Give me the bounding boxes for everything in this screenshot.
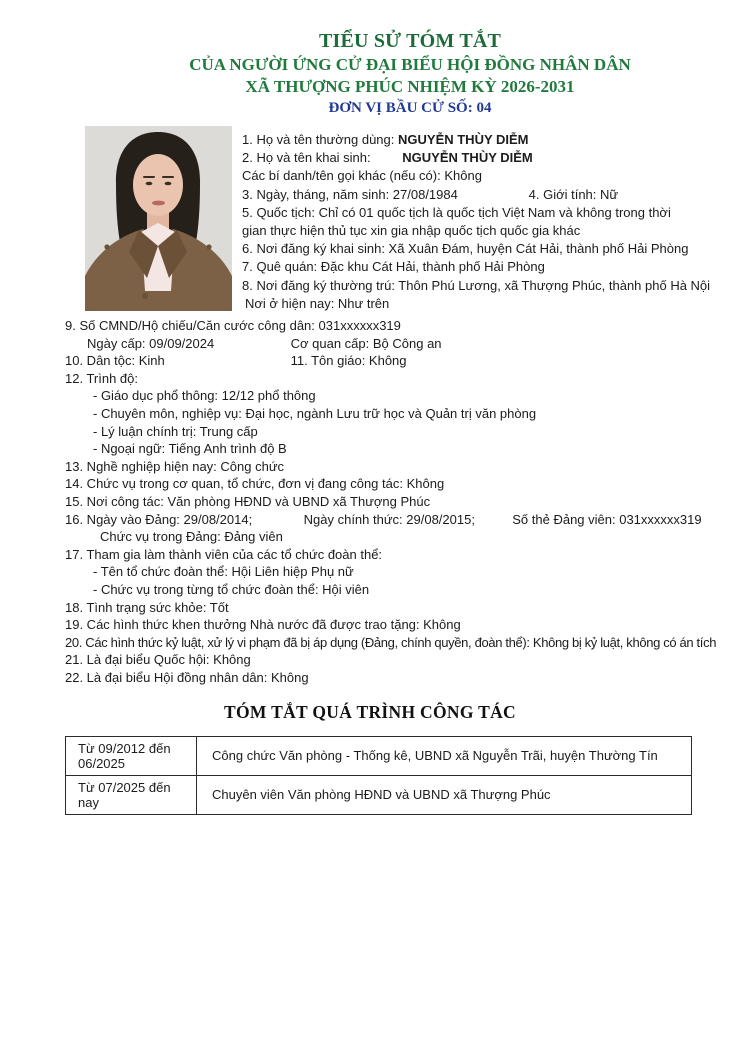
portrait-photo-illustration xyxy=(85,126,232,311)
field-party-official-date: Ngày chính thức: 29/08/2015; xyxy=(303,511,475,527)
field-ethnicity-religion xyxy=(65,352,692,370)
field-id-number: 9. Số CMND/Hộ chiếu/Căn cước công dân: 031xxxxxx319 xyxy=(65,318,401,334)
field-organization-name: - Tên tổ chức đoàn thể: Hội Liên hiệp Phụ nữ xyxy=(93,564,354,580)
field-organization-role: - Chức vụ trong từng tổ chức đoàn thể: Hội viên xyxy=(93,581,370,597)
field-national-assembly: 21. Là đại biểu Quốc hội: Không xyxy=(65,652,251,668)
field-party-membership xyxy=(65,511,702,529)
field-birth-name-value: NGUYỄN THÙY DIỄM xyxy=(402,150,533,166)
personal-info-right-column xyxy=(242,126,711,313)
document-title: TIỂU SỬ TÓM TẮT xyxy=(318,30,502,52)
work-history-row xyxy=(66,775,692,814)
field-disciplinary: 20. Các hình thức kỷ luật, xử lý vi phạm đã bị áp dụng (Đảng, chính quyền, đoàn thể): Không bị kỷ luật, không có án tích xyxy=(65,634,717,650)
field-current-residence: Nơi ở hiện nay: Như trên xyxy=(245,295,390,311)
field-id-issue xyxy=(65,335,692,353)
field-nationality: 5. Quốc tịch: Chỉ có 01 quốc tịch là quốc tịch Việt Nam và không trong thời gian thực hiện thủ tục xin gia nhập quốc tịch quốc gia khác xyxy=(242,204,671,239)
field-education-professional: - Chuyên môn, nghiệp vụ: Đại học, ngành Lưu trữ học và Quản trị văn phòng xyxy=(93,406,537,421)
field-religion: 11. Tôn giáo: Không xyxy=(290,353,407,369)
document-subtitle-line1: CỦA NGƯỜI ỨNG CỬ ĐẠI BIỂU HỘI ĐỒNG NHÂN DÂN xyxy=(189,55,631,74)
field-education-header: 12. Trình độ: xyxy=(65,370,138,386)
field-organizations-header: 17. Tham gia làm thành viên của các tổ chức đoàn thể: xyxy=(65,546,383,562)
work-history-table xyxy=(65,736,692,815)
field-party-position: Chức vụ trong Đảng: Đảng viên xyxy=(100,529,283,545)
field-ethnicity: 10. Dân tộc: Kinh xyxy=(65,353,165,369)
field-occupation: 13. Nghề nghiệp hiện nay: Công chức xyxy=(65,458,285,474)
field-id-issue-date: Ngày cấp: 09/09/2024 xyxy=(87,335,215,351)
field-aliases: Các bí danh/tên gọi khác (nếu có): Không xyxy=(242,168,482,184)
field-common-name-value: NGUYỄN THÙY DIỄM xyxy=(398,132,529,147)
field-common-name-label: 1. Họ và tên thường dùng: xyxy=(242,132,395,147)
candidate-photo xyxy=(85,126,232,311)
field-birth-registration: 6. Nơi đăng ký khai sinh: Xã Xuân Đám, huyện Cát Hải, thành phố Hải Phòng xyxy=(242,241,689,257)
field-birthdate-gender xyxy=(242,186,695,204)
field-party-join-date: 16. Ngày vào Đảng: 29/08/2014; xyxy=(65,511,253,527)
field-gender: 4. Giới tính: Nữ xyxy=(528,186,619,202)
field-birth-name-label: 2. Họ và tên khai sinh: xyxy=(242,150,371,166)
field-peoples-council: 22. Là đại biểu Hội đồng nhân dân: Không xyxy=(65,669,309,685)
field-hometown: 7. Quê quán: Đặc khu Cát Hải, thành phố Hải Phòng xyxy=(242,259,545,275)
election-unit-line: ĐƠN VỊ BẦU CỬ SỐ: 04 xyxy=(328,100,492,116)
field-awards: 19. Các hình thức khen thưởng Nhà nước đã được trao tặng: Không xyxy=(65,617,461,633)
field-party-card-number: Số thẻ Đảng viên: 031xxxxxx319 xyxy=(512,511,702,527)
work-position-cell: Chuyên viên Văn phòng HĐND và UBND xã Thượng Phúc xyxy=(197,775,692,814)
work-period-cell: Từ 09/2012 đến 06/2025 xyxy=(66,736,197,775)
work-period-cell: Từ 07/2025 đến nay xyxy=(66,775,197,814)
personal-info-body xyxy=(65,317,717,686)
work-position-cell: Công chức Văn phòng - Thống kê, UBND xã Nguyễn Trãi, huyện Thường Tín xyxy=(197,736,692,775)
field-workplace: 15. Nơi công tác: Văn phòng HĐND và UBND xã Thượng Phúc xyxy=(65,493,431,509)
top-section xyxy=(85,126,711,313)
field-id-issuer: Cơ quan cấp: Bộ Công an xyxy=(290,335,442,351)
field-common-name xyxy=(242,131,695,149)
field-birth-name xyxy=(242,149,695,167)
field-health: 18. Tình trạng sức khỏe: Tốt xyxy=(65,599,229,615)
work-history-heading: TÓM TẮT QUÁ TRÌNH CÔNG TÁC xyxy=(224,701,516,722)
document-header xyxy=(0,0,740,117)
field-education-general: - Giáo dục phổ thông: 12/12 phổ thông xyxy=(93,388,316,404)
field-position: 14. Chức vụ trong cơ quan, tổ chức, đơn vị đang công tác: Không xyxy=(65,476,445,492)
work-history-row xyxy=(66,736,692,775)
field-birthdate: 3. Ngày, tháng, năm sinh: 27/08/1984 xyxy=(242,186,458,202)
document-subtitle-line2: XÃ THƯỢNG PHÚC NHIỆM KỲ 2026-2031 xyxy=(245,77,575,96)
field-permanent-residence: 8. Nơi đăng ký thường trú: Thôn Phú Lương, xã Thượng Phúc, thành phố Hà Nội xyxy=(242,277,711,293)
field-education-language: - Ngoại ngữ: Tiếng Anh trình độ B xyxy=(93,441,287,457)
field-education-political: - Lý luận chính trị: Trung cấp xyxy=(93,423,258,439)
